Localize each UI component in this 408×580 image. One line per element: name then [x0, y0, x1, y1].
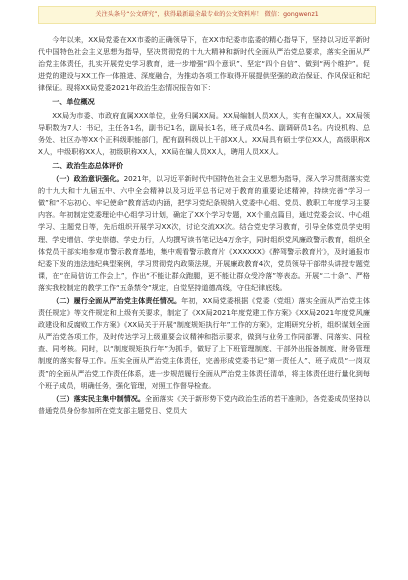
political-awareness-heading: （一）政治意识强化。: [52, 174, 124, 184]
section-heading-unit-overview: 一、单位概况: [52, 97, 95, 107]
responsibility-heading: （二）履行全面从严治党主体责任情况。: [52, 295, 182, 305]
responsibility-text: 年初，XX局党委根据《党委（党组）落实全面从严治党主体责任规定》等文件规定和上级有关要求，制定了《XX局2021年度党建工作方案》《XX局2021年度党风廉政建设和反腐败工作方案》《XX局关于开展“制度规矩执行年”工作的方案》，定期研究分析，组织谋划全面从严治党各项工作，及时传达学习上级重要会议精神和指示要求，做到与业务工作同部署、同落实、同检查、同考核。同时，以“制度规矩执行年”为抓手，做好了上下班管理制度、干部外出报备制度、财务管理制度的落实督导工作。压实全面从严治党主体责任，完善形成党委书记“第一责任人”、班子成员“一岗双责”的全面从严治党工作责任体系，进一步规范履行全面从严治党主体责任清单，将主体责任进行量化到每个班子成员，明确任务，强化管理，对照工作督导检查。: [38, 295, 370, 390]
header-banner: 关注头条号“公文研究”，获得最新最全最专业的公文资料库！ 微信：gongwenz1: [38, 6, 376, 24]
democratic-centralism-paragraph: [38, 393, 370, 417]
section-heading-political-ecology: 二、政治生态总体评价: [52, 160, 124, 170]
document-body: [38, 34, 370, 418]
intro-paragraph: 今年以来，XX局党委在XX市委的正确领导下，在XX市纪委市监委的精心指导下，坚持以习近平新时代中国特色社会主义思想为指导，坚决贯彻党的十九大精神和新时代全面从严治党总要求，落实全面从严治党主体责任，扎实开展党史学习教育，进一步增强“四个意识”、坚定“四个自信”、做到“两个维护”。促进党的建设与XX工作一体推进、深度融合，为推动各项工作取得开展提供坚强的政治保证、作风保证和纪律保证。现将XX局党委2021年政治生态情况报告如下：: [38, 35, 370, 93]
democratic-centralism-heading: （三）落实民主集中制情况。: [52, 393, 146, 403]
democratic-centralism-text: 全面落实《关于新形势下党内政治生活的若干准则》，各党委成员坚持以普通党员身份参加所在党支部主题党日、党员大: [38, 393, 371, 415]
political-awareness-paragraph: [38, 173, 370, 294]
political-awareness-text: 2021年，以习近平新时代中国特色社会主义思想为指导，深入学习贯彻落实党的十九大和十九届五中、六中全会精神以及习近平总书记对于教育的重要论述精神，持续完善“学习一做”和“不忘初心、牢记使命”教育活动内涵，把学习党纪条规纳入党委中心组、党员、教职工年度学习主要内容。年初制定党委理论中心组学习计划，确定了XX个学习专题，XX个重点篇目，通过党委会议、中心组学习、主题党日等，先后组织开展学习XX次，讨论交流XX次。结合党史学习教育，引导全体党员学史明理、学史增信、学史崇德、学史力行，人均撰写读书笔记达4万余字，同时组织党风廉政警示教育，组织全体党员干部实地参观市警示教育基地，集中观看警示教育片《XXXXXX》《醉驾警示教育片》，及时通报市纪委下发的违法违纪典型案例，学习贯彻党内政策法规，开展廉政教育4次，党员领导干部带头讲授专题党课，在“在局信访工作会上”，作出“不能让群众跑腿，更不能让群众受冷落”等表态。开展“二十条”、严格落实我校制定的教学工作“五条禁令”规定，自觉坚持道德高线，守住纪律底线。: [38, 174, 370, 292]
unit-overview-paragraph: XX局为市委、市政府直属XXX单位，业务归属XX局。XX局编制人员XX人，实有在编XX人。XX局领导职数为7人：书记，主任各1名，副书记1名，副局长1名，班子成员4名、副调研员1名。内设机构、总务处、社区办等XX个正科级职能部门，配有副科级以上干部XX人。XX局具有硕士学位XX人，高级职称XX人，中级职称XX人，初级职称XX人，XX局在编人员XX人，聘用人员XX人。: [38, 110, 370, 156]
responsibility-paragraph: [38, 295, 370, 392]
